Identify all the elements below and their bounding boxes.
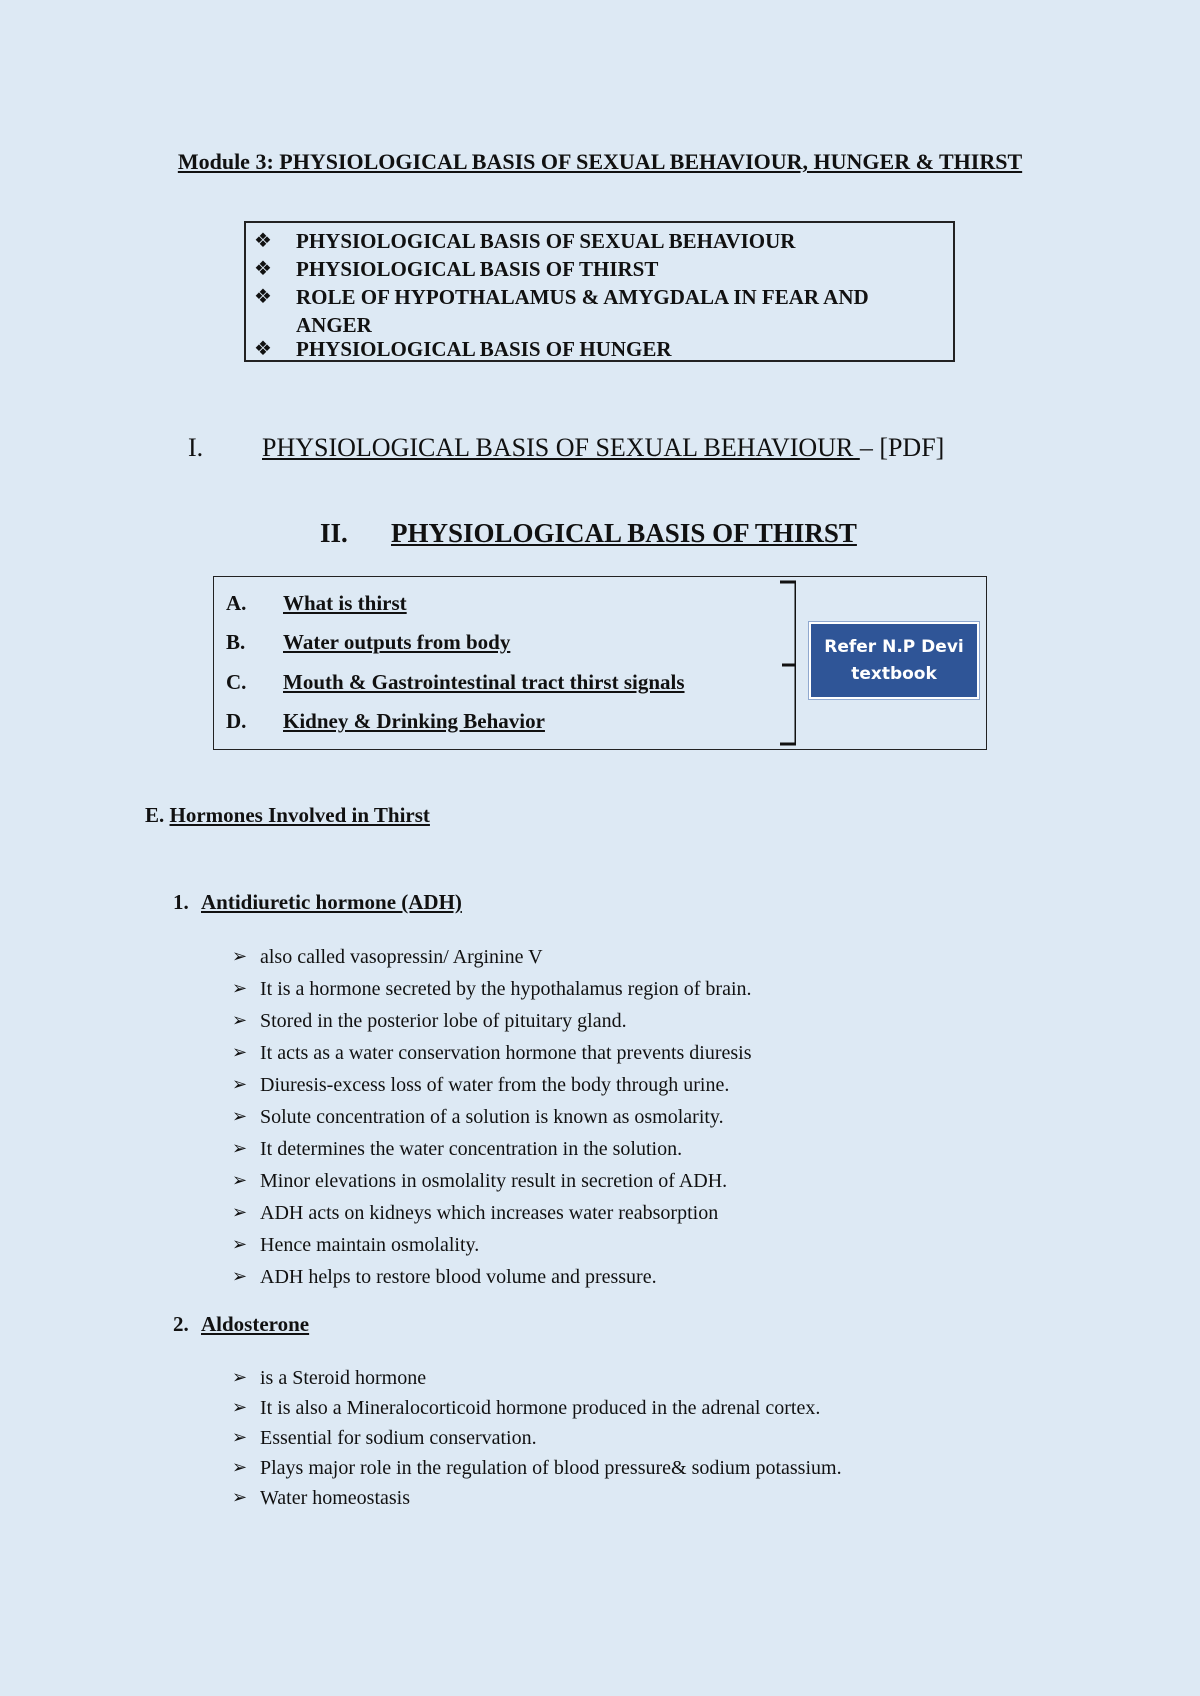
topic-text: Kidney & Drinking Behavior xyxy=(283,709,545,733)
list-item-text: also called vasopressin/ Arginine V xyxy=(260,946,543,968)
subsection-prefix: E. xyxy=(145,803,165,827)
list-item-text: Hence maintain osmolality. xyxy=(260,1234,480,1256)
arrow-bullet-icon: ➢ xyxy=(232,1170,248,1191)
toc-item-label: PHYSIOLOGICAL BASIS OF THIRST xyxy=(296,257,659,281)
section-suffix: – [PDF] xyxy=(859,433,945,462)
list-item xyxy=(232,1037,752,1069)
hormone-number: 2. xyxy=(173,1312,189,1336)
list-item xyxy=(232,1165,752,1197)
list-item-text: Diuresis-excess loss of water from the body through urine. xyxy=(260,1074,730,1096)
section-title: PHYSIOLOGICAL BASIS OF THIRST xyxy=(391,518,857,548)
diamond-bullet-icon: ❖ xyxy=(254,230,272,252)
diamond-bullet-icon: ❖ xyxy=(254,338,272,360)
list-item xyxy=(232,1005,752,1037)
arrow-bullet-icon: ➢ xyxy=(232,1010,248,1031)
arrow-bullet-icon: ➢ xyxy=(232,1266,248,1287)
arrow-bullet-icon: ➢ xyxy=(232,1367,248,1388)
refer-line-2: textbook xyxy=(851,663,937,684)
arrow-bullet-icon: ➢ xyxy=(232,1042,248,1063)
list-item xyxy=(232,1133,752,1165)
list-item-text: is a Steroid hormone xyxy=(260,1367,427,1389)
refer-textbook-box xyxy=(809,622,979,699)
topic-letter: B. xyxy=(226,630,246,654)
list-item xyxy=(232,973,752,1005)
thirst-topics-box xyxy=(213,576,987,750)
arrow-bullet-icon: ➢ xyxy=(232,978,248,999)
arrow-bullet-icon: ➢ xyxy=(232,946,248,967)
list-item-text: It acts as a water conservation hormone that prevents diuresis xyxy=(260,1042,752,1064)
list-item xyxy=(232,1069,752,1101)
toc-item xyxy=(254,227,906,255)
list-item xyxy=(232,1229,752,1261)
toc-item-label: ROLE OF HYPOTHALAMUS & AMYGDALA IN FEAR AND ANGER xyxy=(296,285,869,337)
diamond-bullet-icon: ❖ xyxy=(254,286,272,308)
arrow-bullet-icon: ➢ xyxy=(232,1427,248,1448)
aldosterone-points-list xyxy=(232,1363,842,1513)
arrow-bullet-icon: ➢ xyxy=(232,1487,248,1508)
hormone-number: 1. xyxy=(173,890,189,914)
topic-text: What is thirst xyxy=(283,591,407,615)
subsection-hormones xyxy=(145,801,430,829)
toc-item-label: PHYSIOLOGICAL BASIS OF HUNGER xyxy=(296,337,672,361)
list-item-text: Plays major role in the regulation of blood pressure& sodium potassium. xyxy=(260,1457,842,1479)
list-item-text: It is also a Mineralocorticoid hormone produced in the adrenal cortex. xyxy=(260,1397,821,1419)
toc-item xyxy=(254,335,906,363)
list-item-text: Minor elevations in osmolality result in secretion of ADH. xyxy=(260,1170,728,1192)
arrow-bullet-icon: ➢ xyxy=(232,1397,248,1418)
section-title-link: PHYSIOLOGICAL BASIS OF SEXUAL BEHAVIOUR xyxy=(262,433,860,462)
list-item-text: ADH helps to restore blood volume and pressure. xyxy=(260,1266,657,1288)
contents-box xyxy=(244,221,955,362)
hormone-name: Aldosterone xyxy=(201,1312,310,1336)
arrow-bullet-icon: ➢ xyxy=(232,1106,248,1127)
list-item-text: It determines the water concentration in the solution. xyxy=(260,1138,683,1160)
toc-item xyxy=(254,255,906,283)
section-number: II. xyxy=(320,518,348,548)
list-item-text: Stored in the posterior lobe of pituitary gland. xyxy=(260,1010,627,1032)
arrow-bullet-icon: ➢ xyxy=(232,1234,248,1255)
topic-text: Water outputs from body xyxy=(283,630,511,654)
toc-item xyxy=(254,283,906,339)
list-item-text: Water homeostasis xyxy=(260,1487,411,1509)
list-item-text: Solute concentration of a solution is known as osmolarity. xyxy=(260,1106,724,1128)
list-item xyxy=(232,1261,752,1293)
arrow-bullet-icon: ➢ xyxy=(232,1202,248,1223)
hormone-name: Antidiuretic hormone (ADH) xyxy=(201,890,462,914)
subsection-title: Hormones Involved in Thirst xyxy=(169,803,430,827)
list-item-text: Essential for sodium conservation. xyxy=(260,1427,537,1449)
section-number: I. xyxy=(188,433,204,462)
list-item xyxy=(232,1363,842,1393)
right-bracket-icon xyxy=(762,580,796,746)
arrow-bullet-icon: ➢ xyxy=(232,1457,248,1478)
topic-letter: A. xyxy=(226,591,247,615)
list-item-text: ADH acts on kidneys which increases water reabsorption xyxy=(260,1202,719,1224)
adh-points-list xyxy=(232,941,752,1293)
list-item xyxy=(232,1423,842,1453)
list-item xyxy=(232,1393,842,1423)
list-item xyxy=(232,941,752,973)
topic-letter: C. xyxy=(226,670,247,694)
list-item xyxy=(232,1197,752,1229)
module-title: Module 3: PHYSIOLOGICAL BASIS OF SEXUAL BEHAVIOUR, HUNGER & THIRST xyxy=(177,149,1023,174)
arrow-bullet-icon: ➢ xyxy=(232,1138,248,1159)
arrow-bullet-icon: ➢ xyxy=(232,1074,248,1095)
toc-item-label: PHYSIOLOGICAL BASIS OF SEXUAL BEHAVIOUR xyxy=(296,229,796,253)
topic-text: Mouth & Gastrointestinal tract thirst signals xyxy=(283,670,685,694)
list-item-text: It is a hormone secreted by the hypothalamus region of brain. xyxy=(260,978,752,1000)
list-item xyxy=(232,1483,842,1513)
refer-line-1: Refer N.P Devi xyxy=(824,636,964,657)
section-title xyxy=(262,430,944,466)
topic-letter: D. xyxy=(226,709,247,733)
list-item xyxy=(232,1453,842,1483)
diamond-bullet-icon: ❖ xyxy=(254,258,272,280)
list-item xyxy=(232,1101,752,1133)
